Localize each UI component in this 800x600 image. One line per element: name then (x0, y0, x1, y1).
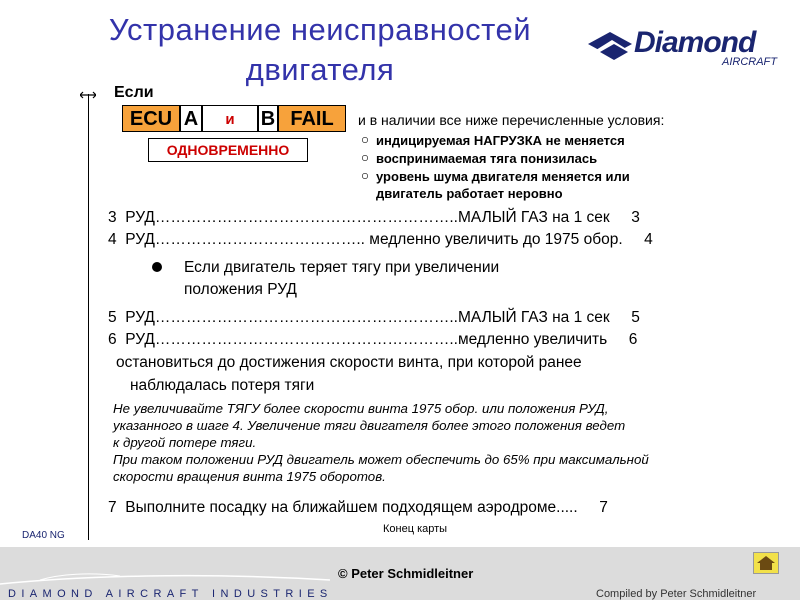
caution-note (113, 400, 733, 485)
copyright: © Peter Schmidleitner (338, 566, 474, 581)
ecu-b-box: B (258, 105, 278, 132)
condition-item: воспринимаемая тяга понизилась (360, 151, 597, 167)
step-6-continued-2: наблюдалась потеря тяги (130, 377, 315, 394)
circle-bullet-icon (362, 137, 368, 143)
title-line-1: Устранение неисправностей (108, 12, 532, 47)
home-icon (754, 553, 778, 573)
note-line: к другой потере тяги. (113, 435, 257, 450)
flow-line (88, 94, 89, 540)
logo-brand: Diamond (634, 26, 756, 59)
bullet-dot-icon (152, 262, 162, 272)
fail-box: FAIL (278, 105, 346, 132)
step-5: 5 РУД…………………………………………………..МАЛЫЙ ГАЗ на 1 сек 5 (108, 309, 640, 326)
logo-sub: AIRCRAFT (722, 56, 777, 68)
note-line: Не увеличивайте ТЯГУ более скорости винта 1975 обор. или положения РУД, (113, 401, 609, 416)
step-6: 6 РУД…………………………………………………..медленно увеличить 6 (108, 331, 638, 348)
circle-bullet-icon (362, 173, 368, 179)
model-label: DA40 NG (22, 530, 65, 541)
note-line: При таком положении РУД двигатель может обеспечить до 65% при максимальной (113, 452, 649, 467)
simultaneous-label: ОДНОВРЕМЕННО (148, 138, 308, 162)
circle-bullet-icon (362, 155, 368, 161)
bullet-line-1: Если двигатель теряет тягу при увеличении (184, 259, 500, 276)
page-title (40, 10, 600, 90)
title-line-2: двигателя (245, 52, 395, 87)
if-label: Если (114, 84, 154, 101)
bullet-line-2: положения РУД (184, 281, 297, 298)
condition-item: уровень шума двигателя меняется или (360, 169, 630, 185)
arrow-marker-icon (80, 91, 96, 99)
home-button[interactable] (753, 552, 779, 574)
end-of-card: Конец карты (383, 523, 448, 535)
condition-item-continued: двигатель работает неровно (376, 186, 563, 201)
condition-item: индицируемая НАГРУЗКА не меняется (360, 133, 625, 149)
ecu-box: ECU (122, 105, 180, 132)
conditions-intro: и в наличии все ниже перечисленные условия: (358, 112, 665, 128)
note-line: указанного в шаге 4. Увеличение тяги двигателя более этого положения ведет (113, 418, 626, 433)
step-4: 4 РУД………………………………….. медленно увеличить до 1975 обор. 4 (108, 231, 653, 248)
compiled-by: Compiled by Peter Schmidleitner (596, 588, 757, 600)
step-7: 7 Выполните посадку на ближайшем подходящем аэродроме..... 7 (108, 499, 608, 516)
and-box: и (202, 105, 258, 132)
step-6-continued-1: остановиться до достижения скорости винта, при которой ранее (116, 354, 582, 371)
ecu-a-box: A (180, 105, 202, 132)
footer-brand: DIAMOND AIRCRAFT INDUSTRIES (8, 588, 333, 600)
step-3: 3 РУД…………………………………………………..МАЛЫЙ ГАЗ на 1 сек 3 (108, 209, 640, 226)
note-line: скорости вращения винта 1975 оборотов. (113, 469, 386, 484)
